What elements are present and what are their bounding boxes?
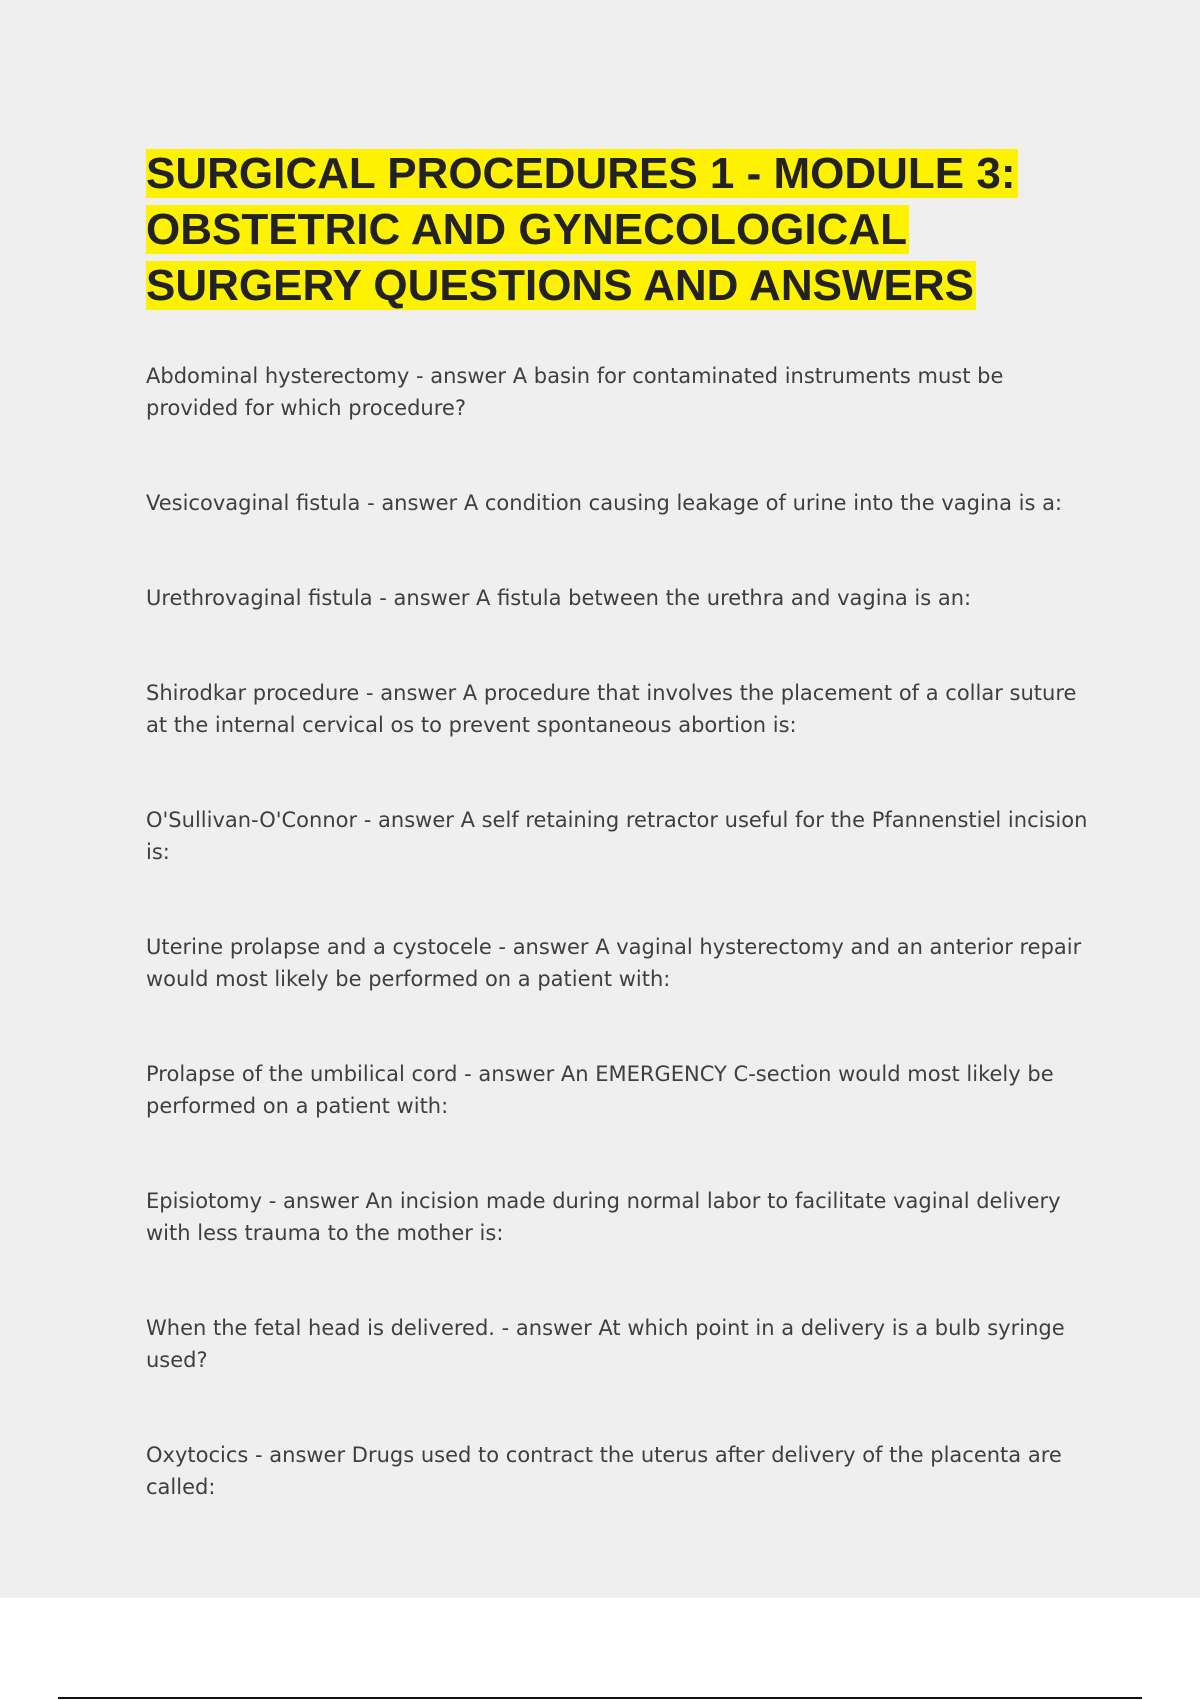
qa-item-vesicovaginal-fistula: Vesicovaginal fistula - answer A condition causing leakage of urine into the vagina is a: xyxy=(146,491,1063,515)
document-title-block xyxy=(146,146,1091,314)
document-title xyxy=(146,146,1091,314)
qa-list xyxy=(146,360,1091,1503)
qa-item-shirodkar-procedure: Shirodkar procedure - answer A procedure that involves the placement of a collar suture at the internal cervical os to prevent spontaneous abortion is: xyxy=(146,681,1077,737)
qa-item-osullivan-oconnor: O'Sullivan-O'Connor - answer A self retaining retractor useful for the Pfannenstiel incision is: xyxy=(146,808,1088,864)
qa-item-oxytocics: Oxytocics - answer Drugs used to contract the uterus after delivery of the placenta are called: xyxy=(146,1443,1062,1499)
qa-item-bulb-syringe: When the fetal head is delivered. - answer At which point in a delivery is a bulb syringe used? xyxy=(146,1316,1065,1372)
qa-item-uterine-prolapse: Uterine prolapse and a cystocele - answer A vaginal hysterectomy and an anterior repair would most likely be performed on a patient with: xyxy=(146,935,1082,991)
qa-item-episiotomy: Episiotomy - answer An incision made during normal labor to facilitate vaginal delivery with less trauma to the mother is: xyxy=(146,1189,1061,1245)
qa-item-umbilical-cord-prolapse: Prolapse of the umbilical cord - answer An EMERGENCY C-section would most likely be performed on a patient with: xyxy=(146,1062,1054,1118)
footer-rule xyxy=(58,1697,1142,1699)
qa-item-abdominal-hysterectomy: Abdominal hysterectomy - answer A basin for contaminated instruments must be provided for which procedure? xyxy=(146,364,1004,420)
document-title-text: SURGICAL PROCEDURES 1 - MODULE 3: OBSTETRIC AND GYNECOLOGICAL SURGERY QUESTIONS AND ANSWERS xyxy=(146,149,1016,310)
qa-item-urethrovaginal-fistula: Urethrovaginal fistula - answer A fistula between the urethra and vagina is an: xyxy=(146,586,972,610)
